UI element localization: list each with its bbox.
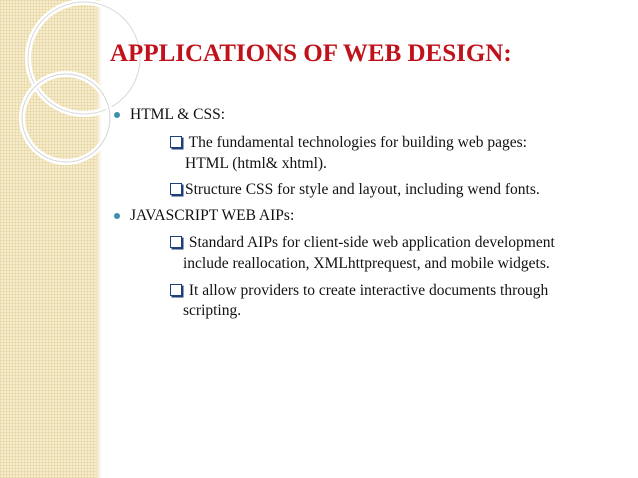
sub-bullet-text: Structure CSS for style and layout, including wend fonts. [185,181,540,198]
sub-bullet-text: The fundamental technologies for building web pages: [185,134,527,151]
sub-bullet-text: scripting. [183,302,242,319]
sub-bullet-text: include reallocation, XMLhttprequest, and mobile widgets. [183,255,550,272]
bullet-label: JAVASCRIPT WEB AIPs: [130,207,295,224]
checkbox-icon [170,136,182,148]
sub-bullet-text: HTML (html& xhtml). [185,155,327,172]
sub-bullet-line [170,233,555,253]
sub-bullet-line [170,180,540,200]
round-bullet-icon [114,112,120,118]
checkbox-icon [170,236,182,248]
checkbox-icon [170,183,182,195]
checkbox-icon [170,284,182,296]
bullet-label: HTML & CSS: [130,106,226,123]
sub-bullet-line [170,281,548,301]
round-bullet-icon [114,213,120,219]
sub-bullet-text: It allow providers to create interactive documents through [185,282,549,299]
sub-bullet-line [170,133,527,153]
sub-bullet-text: Standard AIPs for client-side web application development [185,234,555,251]
slide-title: APPLICATIONS OF WEB DESIGN: [110,40,512,67]
